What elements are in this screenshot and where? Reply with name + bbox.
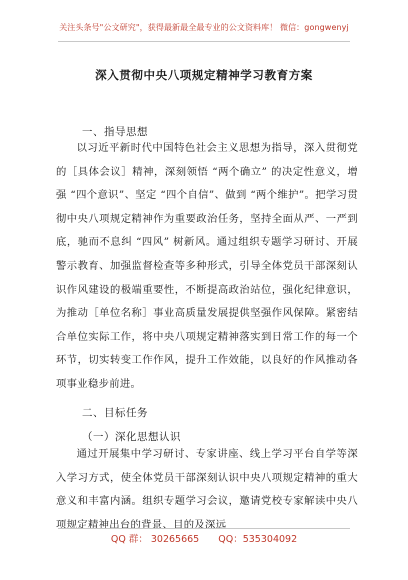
subsection-1-heading: （一）深化思想认识 bbox=[82, 431, 181, 443]
footer-divider bbox=[58, 528, 350, 529]
section-1-heading: 一、指导思想 bbox=[82, 126, 148, 138]
document-title: 深入贯彻中央八项规定精神学习教育方案 bbox=[95, 68, 313, 82]
footer-qq-number: QQ：535304092 bbox=[218, 534, 298, 545]
section-1-paragraph: 以习近平新时代中国特色社会主义思想为指导，深入贯彻党的［具体会议］精神，深刻领悟 “两个确立” 的决定性意义，增强 “四个意识”、坚定 “四个自信”、做到 “两个维护”。把学习贯彻中央八项规定精神作为重要政治任务，坚持全面从严、一严到底，驰而不息纠 “四风” 树新风。通过组织专题学习研讨、开展警示教育、加强监督检查等多种形式，引导全体党员干部深刻认识作风建设的极端重要性，不断提高政治站位，强化纪律意识，为推动［单位名称］事业高质量发展提供坚强作风保障。紧密结合单位实际工作，将中央八项规定精神落实到日常工作的每一个环节，切实转变工作作风，提升工作效能，以良好的作风推动各项事业稳步前进。 bbox=[56, 142, 358, 390]
document-body bbox=[56, 0, 358, 580]
footer-qq-group: QQ 群： 30265665 bbox=[110, 534, 200, 545]
section-2-heading: 二、目标任务 bbox=[82, 407, 148, 419]
footer-contact bbox=[0, 531, 408, 545]
subsection-1-paragraph: 通过开展集中学习研讨、专家讲座、线上学习平台自学等深入学习方式，使全体党员干部深刻认识中央八项规定精神的重大意义和丰富内涵。组织专题学习会议，邀请党校专家解读中央八项规定精神出台的背景、目的及深远 bbox=[56, 448, 358, 531]
header-banner: 关注头条号"公文研究"，获得最新最全最专业的公文资料库！ 微信：gongwenyj bbox=[59, 23, 349, 32]
